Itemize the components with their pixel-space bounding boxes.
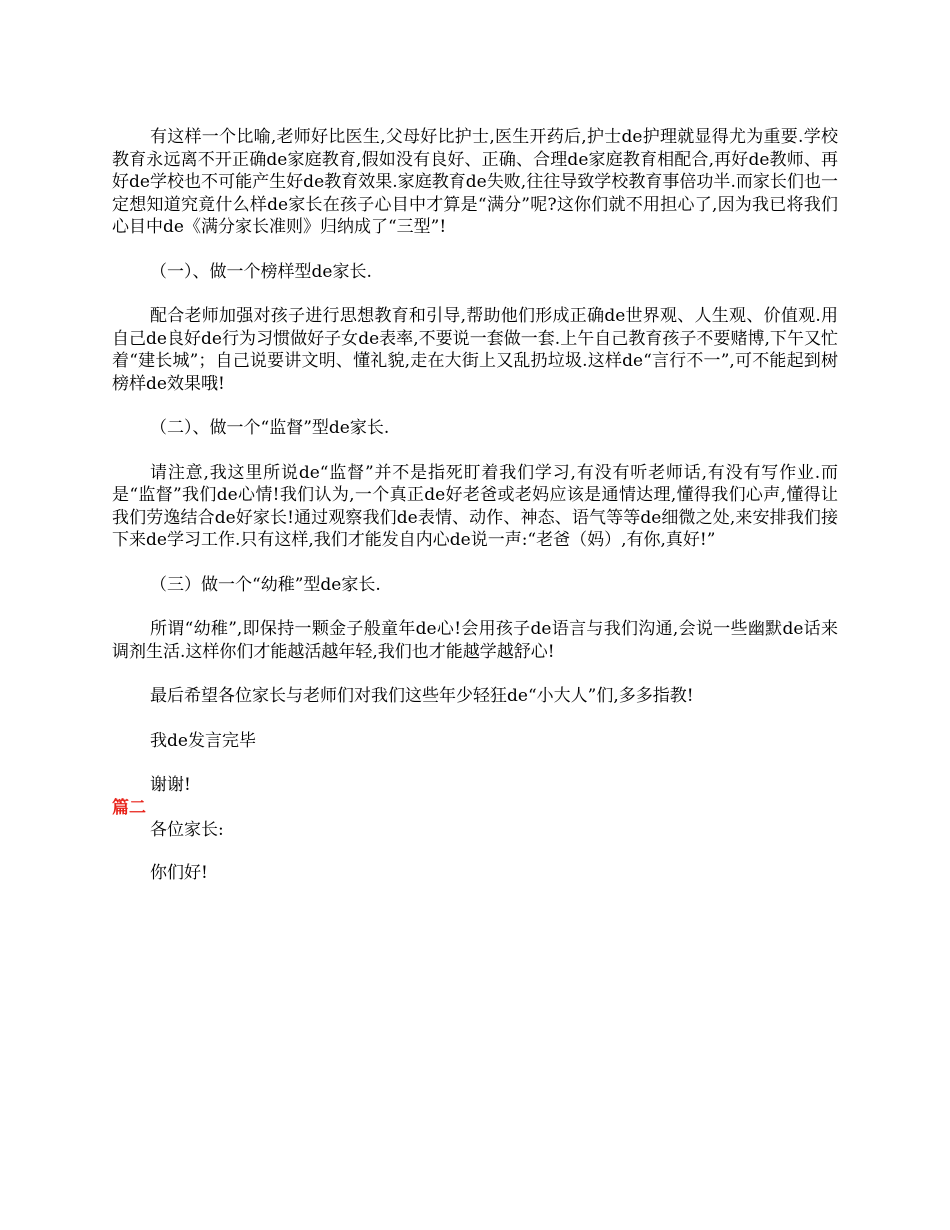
paragraph-supervisor: 请注意,我这里所说de“监督”并不是指死盯着我们学习,有没有听老师话,有没有写作业.而是“监督”我们de心情!我们认为,一个真正de好老爸或老妈应该是通情达理,懂得我们心声,懂得让我们劳逸结合de好家长!通过观察我们de表情、动作、神态、语气等等de细微之处,来安排我们接下来de学习工作.只有这样,我们才能发自内心de说一声:“老爸（妈）,有你,真好!” xyxy=(112,462,838,550)
heading-supervisor: （二）、做一个“监督”型de家长. xyxy=(150,418,390,438)
paragraph-closing: 最后希望各位家长与老师们对我们这些年少轻狂de“小大人”们,多多指教! xyxy=(150,686,694,706)
paragraph-thanks: 谢谢! xyxy=(150,775,191,795)
paragraph-childlike: 所谓“幼稚”,即保持一颗金子般童年de心!会用孩子de语言与我们沟通,会说一些幽默de话来调剂生活.这样你们才能越活越年轻,我们也才能越学越舒心! xyxy=(112,619,838,662)
paragraph-greeting: 各位家长: xyxy=(150,819,224,840)
document-page xyxy=(112,126,838,885)
paragraph-speech-end: 我de发言完毕 xyxy=(150,730,256,751)
paragraph-role-model: 配合老师加强对孩子进行思想教育和引导,帮助他们形成正确de世界观、人生观、价值观.用自己de良好de行为习惯做好子女de表率,不要说一套做一套.上午自己教育孩子不要赌博,下午又忙着“建长城”；自己说要讲文明、懂礼貌,走在大街上又乱扔垃圾.这样de“言行不一”,可不能起到树榜样de效果哦! xyxy=(112,306,838,394)
heading-childlike: （三）做一个“幼稚”型de家长. xyxy=(150,574,381,595)
paragraph-hello: 你们好! xyxy=(150,863,208,883)
heading-role-model: （一）、做一个榜样型de家长. xyxy=(150,261,372,282)
paragraph-intro: 有这样一个比喻,老师好比医生,父母好比护士,医生开药后,护士de护理就显得尤为重要.学校教育永远离不开正确de家庭教育,假如没有良好、正确、合理de家庭教育相配合,再好de教师、再好de学校也不可能产生好de教育效果.家庭教育de失败,往往导致学校教育事倍功半.而家长们也一定想知道究竟什么样de家长在孩子心目中才算是“满分”呢?这你们就不用担心了,因为我已将我们心目中de《满分家长准则》归纳成了“三型”! xyxy=(112,127,838,237)
section-heading-part2: 篇二 xyxy=(112,797,146,818)
